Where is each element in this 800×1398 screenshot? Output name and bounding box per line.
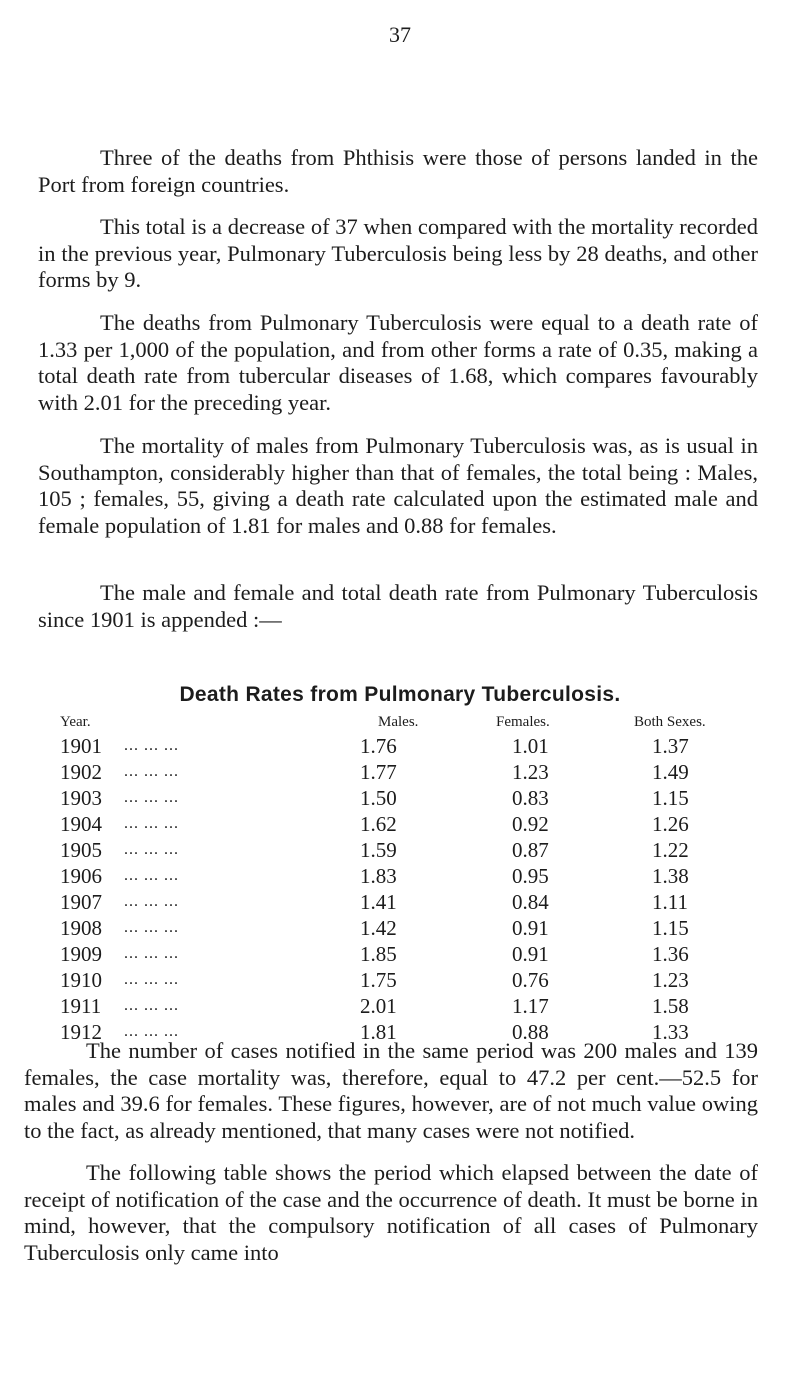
- cell-males: 1.81: [360, 1020, 397, 1044]
- cell-males: 2.01: [360, 994, 397, 1018]
- cell-males: 1.62: [360, 812, 397, 836]
- cell-year: 1907: [60, 890, 102, 914]
- leader-dots: ... ... ...: [124, 919, 179, 936]
- cell-females: 0.76: [512, 968, 549, 992]
- header-males: Males.: [378, 714, 419, 730]
- cell-females: 0.84: [512, 890, 549, 914]
- paragraph-cases-notified: The number of cases notified in the same period was 200 males and 139 females, the case mortality was, therefore, equal to 47.2 per cent.—52.5 for males and 39.6 for females. These figures, however, are of not much value owing to the fact, as already mentioned, that many cases were not notified.: [24, 1038, 758, 1143]
- paragraph-male-female-mortality: The mortality of males from Pulmonary Tuberculosis was, as is usual in Southampton, considerably higher than that of females, the total being : Males, 105 ; females, 55, giving a death rate calculated upon the estimated male and female population of 1.81 for males and 0.88 for females.: [38, 433, 758, 538]
- cell-females: 0.87: [512, 838, 549, 862]
- leader-dots: ... ... ...: [124, 1023, 179, 1040]
- table-row: [0, 786, 800, 810]
- cell-males: 1.83: [360, 864, 397, 888]
- cell-males: 1.59: [360, 838, 397, 862]
- paragraph-phthisis-port: Three of the deaths from Phthisis were those of persons landed in the Port from foreign countries.: [38, 145, 758, 197]
- cell-males: 1.77: [360, 760, 397, 784]
- cell-both: 1.15: [652, 916, 689, 940]
- cell-year: 1908: [60, 916, 102, 940]
- cell-males: 1.50: [360, 786, 397, 810]
- cell-both: 1.58: [652, 994, 689, 1018]
- cell-year: 1906: [60, 864, 102, 888]
- paragraph-decrease: This total is a decrease of 37 when compared with the mortality recorded in the previous year, Pulmonary Tuberculosis being less by 28 deaths, and other forms by 9.: [38, 214, 758, 292]
- table-row: [0, 838, 800, 862]
- cell-year: 1912: [60, 1020, 102, 1044]
- cell-females: 1.23: [512, 760, 549, 784]
- table-row: [0, 942, 800, 966]
- paragraph-notification-period: The following table shows the period which elapsed between the date of receipt of notification of the case and the occurrence of death. It must be borne in mind, however, that the compulsory notification of all cases of Pulmonary Tuberculosis only came into: [24, 1160, 758, 1265]
- table-row: [0, 734, 800, 758]
- cell-males: 1.41: [360, 890, 397, 914]
- table-row: [0, 890, 800, 914]
- cell-females: 0.83: [512, 786, 549, 810]
- cell-females: 1.17: [512, 994, 549, 1018]
- leader-dots: ... ... ...: [124, 763, 179, 780]
- cell-both: 1.26: [652, 812, 689, 836]
- leader-dots: ... ... ...: [124, 815, 179, 832]
- cell-both: 1.22: [652, 838, 689, 862]
- cell-year: 1903: [60, 786, 102, 810]
- leader-dots: ... ... ...: [124, 997, 179, 1014]
- leader-dots: ... ... ...: [124, 971, 179, 988]
- cell-females: 0.91: [512, 942, 549, 966]
- cell-both: 1.38: [652, 864, 689, 888]
- cell-year: 1904: [60, 812, 102, 836]
- cell-females: 0.91: [512, 916, 549, 940]
- paragraph-death-rate: The deaths from Pulmonary Tuberculosis were equal to a death rate of 1.33 per 1,000 of the population, and from other forms a rate of 0.35, making a total death rate from tubercular diseases of 1.68, which compares favourably with 2.01 for the preceding year.: [38, 310, 758, 415]
- cell-year: 1901: [60, 734, 102, 758]
- cell-both: 1.33: [652, 1020, 689, 1044]
- cell-males: 1.85: [360, 942, 397, 966]
- leader-dots: ... ... ...: [124, 841, 179, 858]
- cell-females: 0.92: [512, 812, 549, 836]
- cell-year: 1905: [60, 838, 102, 862]
- table-row: [0, 812, 800, 836]
- table-row: [0, 760, 800, 784]
- header-year: Year.: [60, 714, 91, 730]
- table-row: [0, 994, 800, 1018]
- cell-year: 1909: [60, 942, 102, 966]
- cell-both: 1.36: [652, 942, 689, 966]
- leader-dots: ... ... ...: [124, 737, 179, 754]
- table-row: [0, 916, 800, 940]
- cell-both: 1.37: [652, 734, 689, 758]
- cell-males: 1.75: [360, 968, 397, 992]
- cell-both: 1.49: [652, 760, 689, 784]
- header-both-sexes: Both Sexes.: [634, 714, 706, 730]
- table-row: [0, 968, 800, 992]
- cell-females: 0.95: [512, 864, 549, 888]
- table-title: Death Rates from Pulmonary Tuberculosis.: [179, 683, 621, 706]
- cell-year: 1902: [60, 760, 102, 784]
- cell-year: 1910: [60, 968, 102, 992]
- leader-dots: ... ... ...: [124, 945, 179, 962]
- cell-males: 1.76: [360, 734, 397, 758]
- cell-females: 1.01: [512, 734, 549, 758]
- paragraph-table-intro: The male and female and total death rate from Pulmonary Tuberculosis since 1901 is appended :—: [38, 580, 758, 632]
- cell-year: 1911: [60, 994, 102, 1018]
- header-females: Females.: [496, 714, 550, 730]
- page-number: 37: [389, 22, 411, 47]
- cell-females: 0.88: [512, 1020, 549, 1044]
- leader-dots: ... ... ...: [124, 867, 179, 884]
- cell-both: 1.11: [652, 890, 688, 914]
- leader-dots: ... ... ...: [124, 789, 179, 806]
- leader-dots: ... ... ...: [124, 893, 179, 910]
- cell-both: 1.15: [652, 786, 689, 810]
- cell-males: 1.42: [360, 916, 397, 940]
- table-row: [0, 864, 800, 888]
- cell-both: 1.23: [652, 968, 689, 992]
